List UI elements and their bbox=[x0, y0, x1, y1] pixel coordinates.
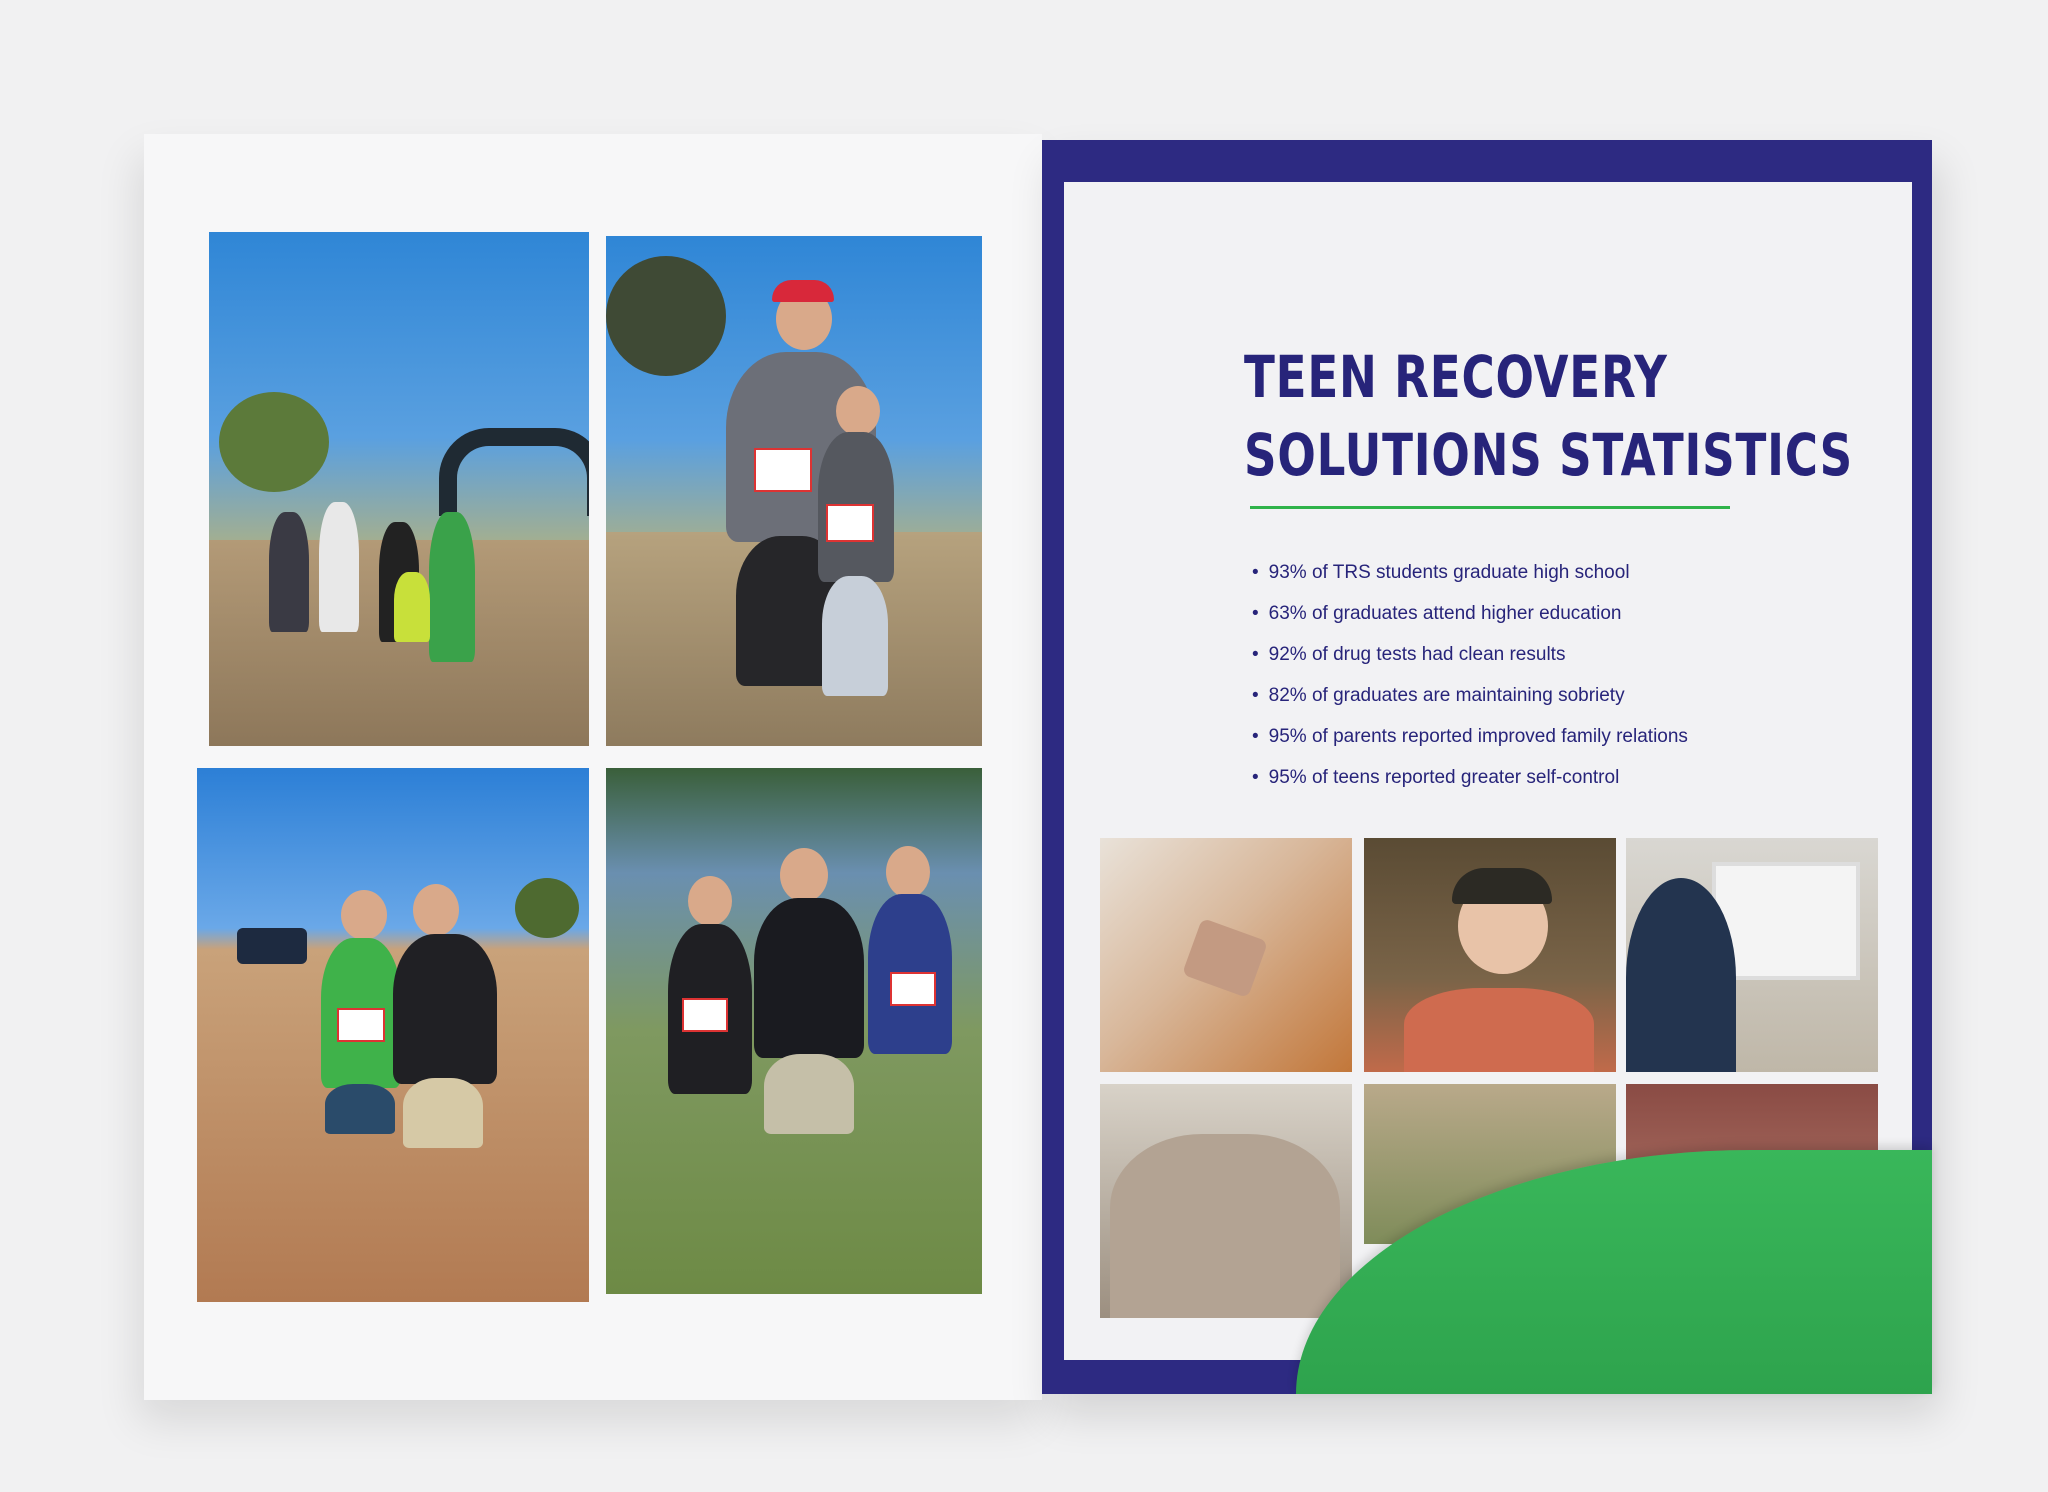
title-divider bbox=[1250, 506, 1730, 509]
group-hug-photo bbox=[1100, 1084, 1352, 1318]
clay-craft-photo bbox=[1100, 838, 1352, 1072]
title-line-2: SOLUTIONS STATISTICS bbox=[1244, 421, 1853, 489]
computer-desk-photo bbox=[1626, 838, 1878, 1072]
stat-item: • 63% of graduates attend higher education bbox=[1252, 593, 1688, 634]
three-runners-photo bbox=[606, 768, 982, 1294]
left-page bbox=[144, 134, 1042, 1400]
race-start-arch-photo bbox=[209, 232, 589, 746]
stat-item: • 95% of parents reported improved family relations bbox=[1252, 716, 1688, 757]
title-line-1: TEEN RECOVERY bbox=[1244, 343, 1668, 411]
page-title bbox=[1244, 338, 1853, 494]
wahoo-runner-photo bbox=[197, 768, 589, 1302]
father-daughter-runners-photo bbox=[606, 236, 982, 746]
stat-item: • 82% of graduates are maintaining sobriety bbox=[1252, 675, 1688, 716]
stat-item: • 92% of drug tests had clean results bbox=[1252, 634, 1688, 675]
stat-item: • 95% of teens reported greater self-control bbox=[1252, 757, 1688, 798]
statistics-list bbox=[1252, 552, 1688, 798]
stat-item: • 93% of TRS students graduate high school bbox=[1252, 552, 1688, 593]
teen-with-cap-photo bbox=[1364, 838, 1616, 1072]
